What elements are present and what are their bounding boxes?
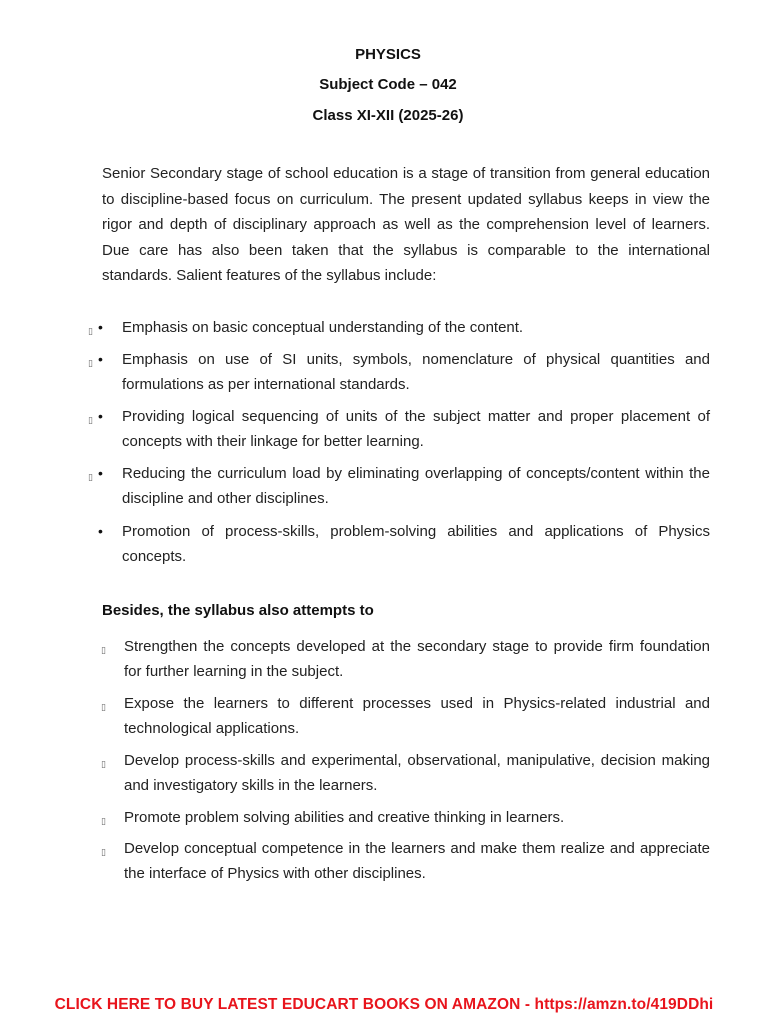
bullet-icon: • [98,523,103,539]
class-label: Class XI-XII (2025-26) [312,107,464,124]
page-title: PHYSICS [355,46,421,63]
aim-text: Strengthen the concepts developed at the secondary stage to provide firm foundation for further learning in the subject. [124,638,710,680]
missing-glyph-icon: ▯ [88,326,93,336]
subject-code: Subject Code – 042 [319,76,457,93]
feature-item [88,461,710,511]
bullet-icon: • [98,351,103,367]
feature-item [98,519,710,569]
feature-text: Providing logical sequencing of units of the subject matter and proper placement of concepts with their linkage for better learning. [122,408,710,450]
aim-text: Develop process-skills and experimental, observational, manipulative, decision making and investigatory skills in the learners. [124,752,710,794]
intro-paragraph: Senior Secondary stage of school education is a stage of transition from general education to discipline-based focus on curriculum. The present updated syllabus keeps in view the rigor and depth of disciplinary approach as well as the comprehension level of learners. Due care has also been taken that the syllabus is comparable to the international standards. Salient features of the syllabus include: [102,165,710,284]
missing-glyph-icon: ▯ [88,358,93,368]
missing-glyph-icon: ▯ [101,759,106,769]
missing-glyph-icon: ▯ [88,415,93,425]
missing-glyph-icon: ▯ [101,816,106,826]
bullet-icon: • [98,408,103,424]
aim-item [101,691,710,741]
feature-item [88,404,710,454]
amazon-books-link[interactable]: CLICK HERE TO BUY LATEST EDUCART BOOKS ON AMAZON - https://amzn.to/419DDhi [54,996,714,1013]
feature-text: Emphasis on use of SI units, symbols, nomenclature of physical quantities and formulations as per international standards. [122,351,710,393]
bullet-icon: • [98,465,103,481]
aim-text: Expose the learners to different processes used in Physics-related industrial and technological applications. [124,695,710,737]
aim-item [101,748,710,798]
feature-text: Reducing the curriculum load by eliminating overlapping of concepts/content within the discipline and other disciplines. [122,465,710,507]
missing-glyph-icon: ▯ [88,472,93,482]
missing-glyph-icon: ▯ [101,702,106,712]
bullet-icon: • [98,319,103,335]
feature-item [88,315,710,340]
missing-glyph-icon: ▯ [101,847,106,857]
aim-item [101,836,710,886]
feature-item [88,347,710,397]
aim-text: Develop conceptual competence in the learners and make them realize and appreciate the interface of Physics with other disciplines. [124,840,710,882]
aim-item [101,634,710,684]
feature-text: Emphasis on basic conceptual understanding of the content. [122,319,524,336]
feature-text: Promotion of process-skills, problem-solving abilities and applications of Physics concepts. [122,523,710,565]
aim-text: Promote problem solving abilities and creative thinking in learners. [124,809,565,826]
aim-item [101,805,710,830]
missing-glyph-icon: ▯ [101,645,106,655]
aims-heading: Besides, the syllabus also attempts to [102,602,374,619]
